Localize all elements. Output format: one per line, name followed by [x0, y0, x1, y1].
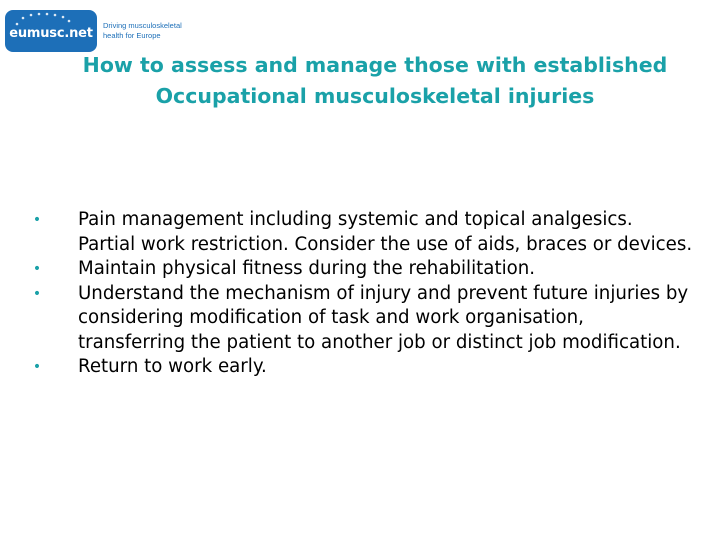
bullet-item — [30, 208, 695, 257]
bullet-text: Pain management including systemic and topical analgesics. Partial work restriction. Consider the use of aids, braces or devices. — [78, 209, 693, 255]
bullet-icon: • — [32, 212, 42, 228]
logo-tagline: Driving musculoskeletal health for Europe — [103, 21, 182, 40]
logo-wordmark: eumusc.net — [9, 25, 93, 41]
eumusc-logo — [5, 10, 182, 52]
logo-badge — [5, 10, 97, 52]
bullet-item — [30, 282, 695, 356]
bullet-list — [30, 208, 695, 380]
bullet-text: Return to work early. — [78, 356, 267, 377]
bullet-icon: • — [32, 261, 42, 277]
bullet-item — [30, 355, 695, 380]
bullet-icon: • — [32, 285, 42, 302]
bullet-text: Maintain physical fitness during the rehabilitation. — [78, 258, 536, 279]
bullet-item — [30, 257, 695, 282]
slide-title: How to assess and manage those with established Occupational musculoskeletal injuries — [82, 53, 668, 108]
bullet-icon: • — [32, 359, 42, 375]
bullet-text: Understand the mechanism of injury and prevent future injuries by considering modification of task and work organisation, transferring the patient to another job or distinct job modification. — [78, 282, 689, 353]
